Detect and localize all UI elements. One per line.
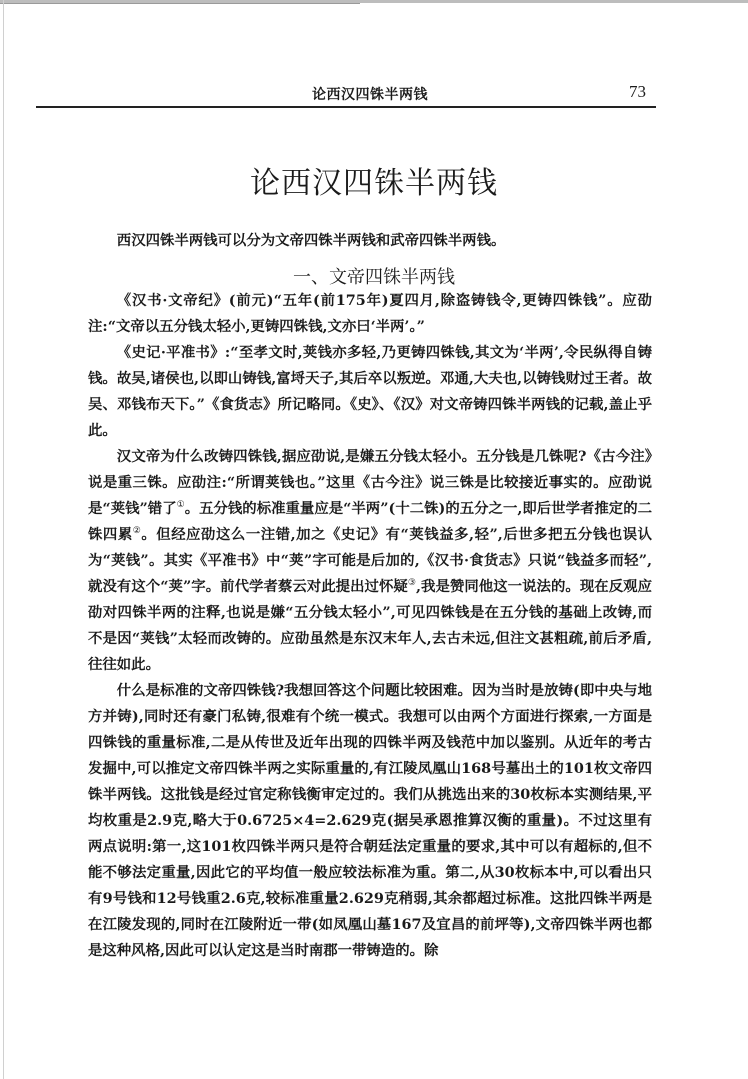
running-header-title: 论西汉四铢半两钱 <box>312 87 428 103</box>
section-heading: 一、文帝四铢半两钱 <box>293 267 455 288</box>
footnote-ref-1[interactable]: ① <box>176 500 185 511</box>
article-title: 论西汉四铢半两钱 <box>250 166 498 201</box>
footnote-ref-2[interactable]: ② <box>132 526 142 537</box>
scan-edge-line <box>0 3 360 4</box>
paragraph <box>88 444 652 678</box>
paragraph-text: 。五分钱的标准重量应是“半两”(十二铢)的五分之一,即后世学者推定的二铢四累 <box>88 500 652 543</box>
footnote-ref-3[interactable]: ③ <box>407 578 416 589</box>
paragraph: 什么是标准的文帝四铢钱?我想回答这个问题比较困难。因为当时是放铸(即中央与地方并铸),同时还有豪门私铸,很难有个统一模式。我想可以由两个方面进行探索,一方面是四铢钱的重量标准,二是从传世及近年出现的四铢半两及钱范中加以鉴别。从近年的考古发掘中,可以推定文帝四铢半两之实际重量的,有江陵凤凰山168号墓出土的101枚文帝四铢半两钱。这批钱是经过官定称钱衡审定过的。我们从挑选出来的30枚标本实测结果,平均枚重是2.9克,略大于0.6725×4=2.629克(据吴承恩推算汉衡的重量)。不过这里有两点说明:第一,这101枚四铢半两只是符合朝廷法定重量的要求,其中可以有超标的,但不能不够法定重量,因此它的平均值一般应较法标准为重。第二,从30枚标本中,可以看出只有9号钱和12号钱重2.6克,较标准重量2.629克稍弱,其余都超过标准。这批四铢半两是在江陵发现的,同时在江陵附近一带(如凤凰山墓167及宜昌的前坪等),文帝四铢半两也都是这种风格,因此可以认定这是当时南郡一带铸造的。除 <box>88 682 652 959</box>
header-rule <box>36 106 656 108</box>
paragraph-text: 。但经应劭这么一注错,加之《史记》有“荚钱益多,轻”,后世多把五分钱也误认为“荚钱”。其实《平准书》中“荚”字可能是后加的,《汉书·食货志》只说“钱益多而轻”,就没有这个“荚”字。前代学者蔡云对此提出过怀疑 <box>88 526 652 595</box>
intro-block <box>88 228 652 254</box>
paragraph: 《史记·平准书》:“至孝文时,荚钱亦多轻,乃更铸四铢钱,其文为‘半两’,令民纵得自铸钱。故吴,诸侯也,以即山铸钱,富埒天子,其后卒以叛逆。邓通,大夫也,以铸钱财过王者。故吴、邓钱布天下。”《食货志》所记略同。《史》、《汉》对文帝铸四铢半两钱的记载,盖止乎此。 <box>88 344 652 439</box>
paragraph-text: ,我是赞同他这一说法的。现在反观应劭对四铢半两的注释,也说是嫌“五分钱太轻小”,可见四铢钱是在五分钱的基础上改铸,而不是因“荚钱”太轻而改铸的。应劭虽然是东汉末年人,去古未远,但注文甚粗疏,前后矛盾,往往如此。 <box>88 578 653 673</box>
intro-paragraph: 西汉四铢半两钱可以分为文帝四铢半两钱和武帝四铢半两钱。 <box>116 232 506 249</box>
running-header <box>88 84 652 106</box>
paragraph-text: 汉文帝为什么改铸四铢钱,据应劭说,是嫌五分钱太轻小。五分钱是几铢呢?《古今注》说是重三铢。应劭注:“所谓荚钱也。”这里《古今注》说三铢是比较接近事实的。应劭说是“荚钱”错了 <box>88 448 652 517</box>
body-text <box>88 288 652 964</box>
page-number: 73 <box>629 82 646 101</box>
paragraph: 《汉书·文帝纪》(前元)“五年(前175年)夏四月,除盗铸钱令,更铸四铢钱”。应劭注:“文帝以五分钱太轻小,更铸四铢钱,文亦曰‘半两’。” <box>88 292 652 335</box>
